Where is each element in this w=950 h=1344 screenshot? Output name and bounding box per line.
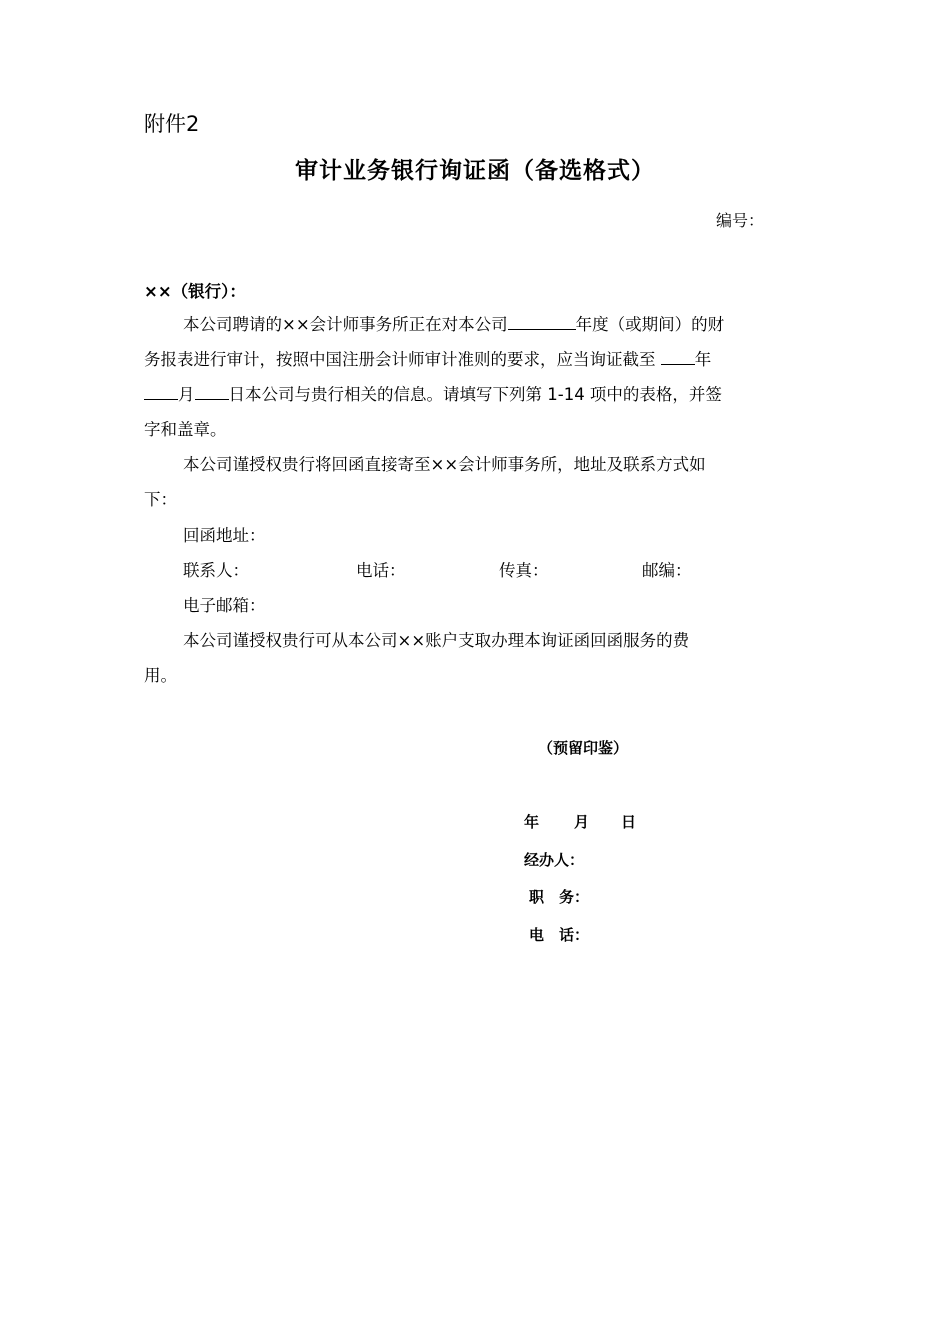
date-day-blank	[195, 385, 229, 400]
sign-month-label: 月	[574, 813, 590, 831]
paragraph-2-line-1: 本公司谨授权贵行将回函直接寄至××会计师事务所，地址及联系方式如	[183, 455, 706, 474]
date-month-blank	[144, 385, 178, 400]
paragraph-text: 务报表进行审计，按照中国注册会计师审计准则的要求，应当询证截至	[144, 350, 661, 369]
paragraph-1-line-2	[144, 350, 711, 370]
date-year-blank	[661, 350, 695, 365]
document-title: 审计业务银行询证函（备选格式）	[295, 158, 655, 184]
contact-label: 联系人：	[183, 561, 249, 580]
fax-label: 传真：	[499, 561, 549, 580]
position-label: 职 务：	[529, 888, 590, 906]
paragraph-3-line-2: 用。	[144, 666, 177, 685]
sign-year-label: 年	[524, 813, 540, 831]
contact-row	[0, 561, 950, 583]
paragraph-text: 年	[694, 350, 712, 369]
year-blank	[508, 315, 576, 330]
paragraph-1-line-3	[144, 385, 722, 405]
sign-day-label: 日	[621, 813, 637, 831]
paragraph-1-line-1	[183, 315, 724, 335]
email-label: 电子邮箱：	[183, 596, 266, 615]
addressee: ××（银行）：	[144, 282, 246, 301]
handler-label: 经办人：	[524, 851, 585, 869]
paragraph-2-line-2: 下：	[144, 490, 177, 509]
paragraph-text: 年度（或期间）的财	[575, 315, 725, 334]
attachment-label: 附件2	[144, 112, 200, 136]
document-number-label: 编号：	[716, 211, 765, 230]
paragraph-1-line-4: 字和盖章。	[144, 420, 227, 439]
paragraph-text: 月	[178, 385, 195, 404]
phone-label: 电话：	[356, 561, 406, 580]
reserved-seal-label: （预留印鉴）	[538, 739, 629, 757]
paragraph-text: 本公司聘请的××会计师事务所正在对本公司	[183, 315, 508, 334]
return-address-label: 回函地址：	[183, 526, 266, 545]
postcode-label: 邮编：	[642, 561, 692, 580]
signature-phone-label: 电 话：	[529, 926, 590, 944]
paragraph-3-line-1: 本公司谨授权贵行可从本公司××账户支取办理本询证函回函服务的费	[183, 631, 690, 650]
paragraph-text: 日本公司与贵行相关的信息。请填写下列第 1-14 项中的表格，并签	[228, 385, 722, 404]
